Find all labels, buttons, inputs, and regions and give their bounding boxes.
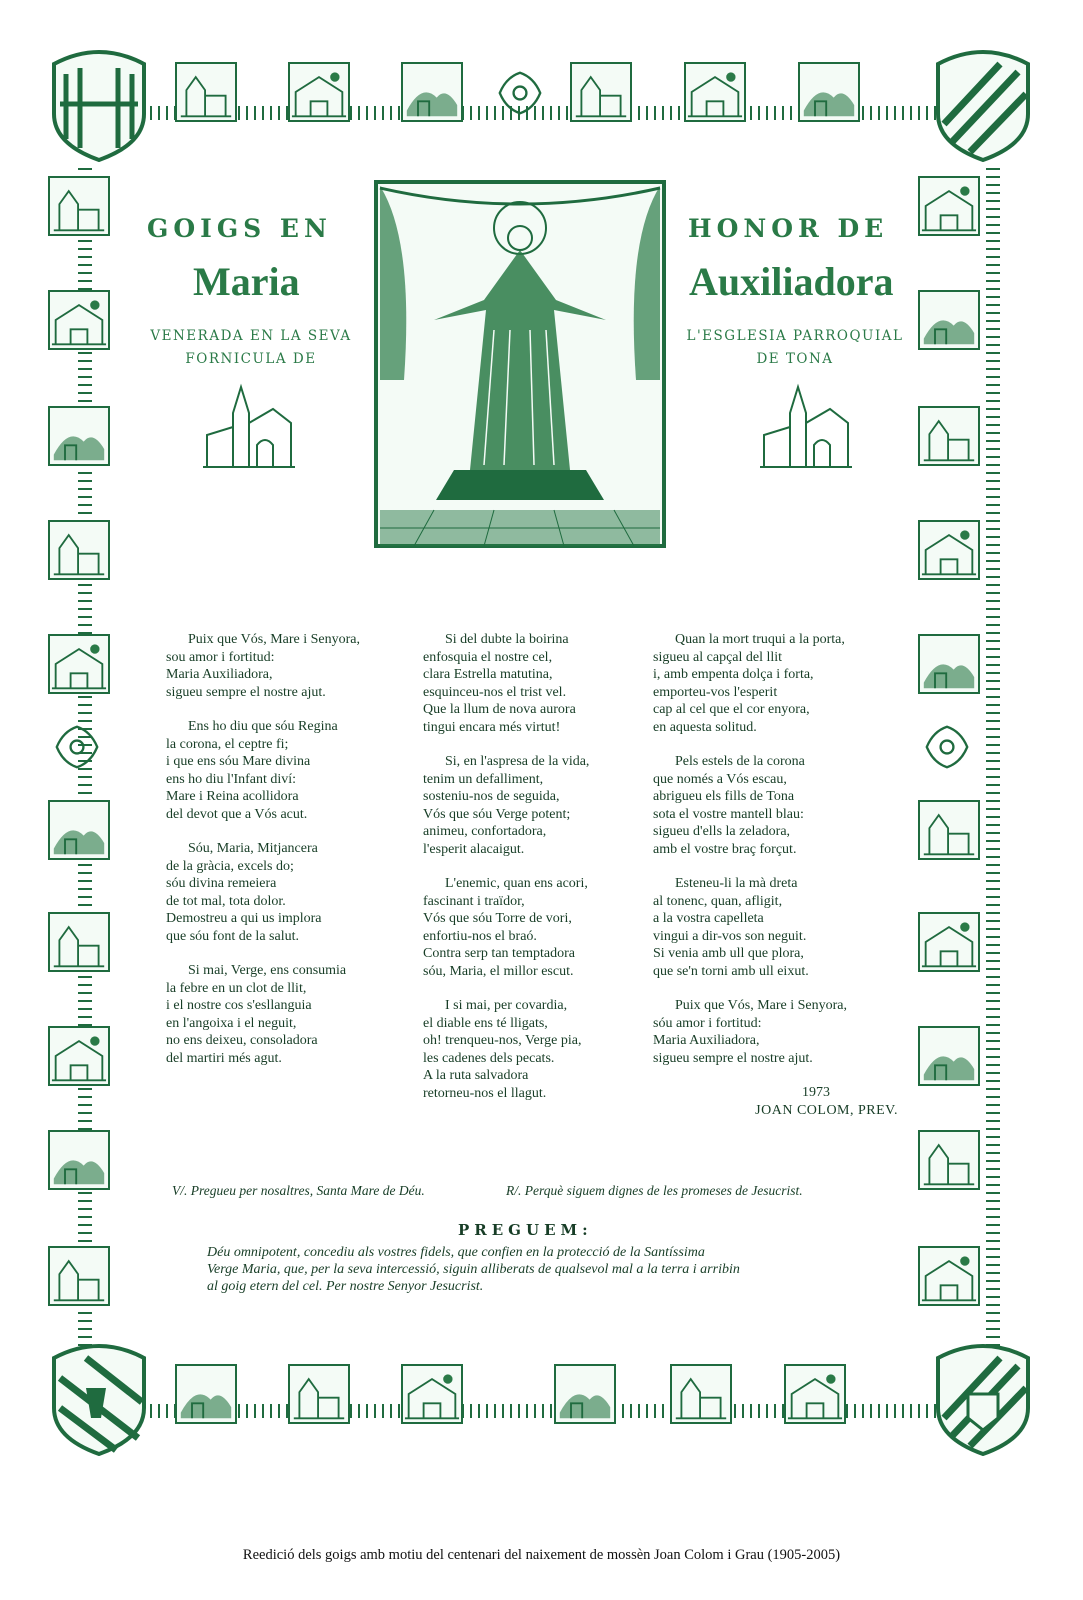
verse-line: Si del dubte la boirina [445,632,569,647]
verse-line: sota el vostre mantell blau: [653,806,804,822]
stanza [423,997,589,1102]
verse-line: fascinant i traïdor, [423,893,525,909]
verse-line: A la ruta salvadora [423,1068,529,1083]
stanza [166,631,360,701]
verse-line: esquinceu-nos el trist vel. [423,684,567,700]
verse-line: de tot mal, tota dolor. [166,893,286,909]
coat-of-arms-top-left [46,44,152,162]
verse-line: no ens deixeu, consoladora [166,1033,318,1048]
verse-column-1 [166,631,360,1084]
verse-line: Puix que Vós, Mare i Senyora, [675,998,847,1013]
header-right-line: HONOR DE [688,214,889,243]
coat-of-arms-bottom-right [930,1338,1036,1456]
verse-column-3 [653,631,847,1084]
versicle-r: R/. Perquè siguem dignes de les promeses de Jesucrist. [506,1183,803,1198]
verse-line: enfortiu-nos el braó. [423,928,537,944]
verse-line: Sóu, Maria, Mitjancera [188,841,318,856]
stanza [653,875,847,980]
verse-line: emporteu-vos l'esperit [653,684,778,700]
verse-line: Ens ho diu que sóu Regina [188,719,338,734]
landmark-vignette-icon [784,1364,846,1424]
verse-line: i el nostre cos s'esllanguia [166,998,312,1013]
verse-line: animeu, confortadora, [423,824,547,839]
verse-line: de la gràcia, excels do; [166,858,294,874]
verse-line: sóu divina remeiera [166,876,277,891]
landmark-vignette-icon [918,800,980,860]
landmark-vignette-icon [48,406,110,466]
landmark-vignette-icon [48,520,110,580]
landmark-vignette-icon [48,176,110,236]
verse-line: L'enemic, quan ens acori, [445,876,588,891]
verse-line: que només a Vós escau, [653,771,787,787]
landmark-vignette-icon [918,912,980,972]
stanza [423,631,589,736]
stanza [653,753,847,858]
verse-line: Demostreu a qui us implora [166,911,322,926]
signature-author: JOAN COLOM, PREV. [755,1103,898,1118]
header-right-title: Auxiliadora [689,259,894,304]
verse-line: enfosquia el nostre cel, [423,649,553,665]
verse-line: Si mai, Verge, ens consumia [188,963,347,978]
verse-line: Si, en l'aspresa de la vida, [445,754,590,769]
landmark-vignette-icon [918,290,980,350]
verse-column-2 [423,631,589,1119]
prayer-line-1: Déu omnipotent, concediu als vostres fidels, que confien en la protecció de la Santíssima [207,1245,705,1260]
verse-line: el diable ens té lligats, [423,1015,548,1031]
landmark-vignette-icon [48,1246,110,1306]
verse-line: que se'n torni amb ull eixut. [653,963,809,979]
landmark-vignette-icon [684,62,746,122]
versicle-v: V/. Pregueu per nosaltres, Santa Mare de Déu. [172,1183,425,1198]
verse-line: cap al cel que el cor enyora, [653,702,810,717]
verse-line: la febre en un clot de llit, [166,980,307,996]
verse-line: retorneu-nos el llagut. [423,1085,547,1101]
verse-line: Quan la mort truqui a la porta, [675,632,845,647]
landmark-vignette-icon [918,406,980,466]
verse-line: sosteniu-nos de seguida, [423,789,560,804]
stanza [166,718,360,823]
verse-line: que sóu font de la salut. [166,928,299,944]
verse-line: sóu, Maria, el millor escut. [423,963,574,979]
verse-line: les cadenes dels pecats. [423,1050,555,1066]
landmark-vignette-icon [798,62,860,122]
signature-year: 1973 [802,1085,830,1100]
stanza [653,631,847,736]
verse-line: sigueu sempre el nostre ajut. [166,684,326,700]
verse-line: oh! trenqueu-nos, Verge pia, [423,1033,582,1048]
verse-line: i, amb empenta dolça i forta, [653,667,814,682]
stanza [166,962,360,1067]
landmark-vignette-icon [918,520,980,580]
verse-line: Pels estels de la corona [675,754,805,769]
church-sketch-right [760,383,852,469]
verse-line: Puix que Vós, Mare i Senyora, [188,632,360,647]
verse-line: la corona, el ceptre fi; [166,736,289,752]
landmark-vignette-icon [918,634,980,694]
verse-line: Vós que sóu Torre de vori, [423,911,572,926]
verse-line: abrigueu els fills de Tona [653,789,795,804]
landmark-vignette-icon [48,800,110,860]
prayer-line-3: al goig etern del cel. Per nostre Senyor Jesucrist. [207,1279,484,1294]
verse-line: Maria Auxiliadora, [166,667,273,682]
landmark-vignette-icon [288,62,350,122]
landmark-vignette-icon [48,634,110,694]
landmark-vignette-icon [570,62,632,122]
stanza [166,840,360,945]
header-left-sub2: FORNICULA DE [185,351,317,367]
prayer-line-2: Verge Maria, que, per la seva intercessió, siguin alliberats de qualsevol mal a la terra i arribin [207,1262,740,1277]
verse-line: sigueu sempre el nostre ajut. [653,1050,813,1066]
verse-line: clara Estrella matutina, [423,667,553,682]
verse-line: tenim un defalliment, [423,771,544,787]
verse-line: l'esperit alacaigut. [423,841,525,857]
landmark-vignette-icon [918,176,980,236]
verse-line: en aquesta solitud. [653,719,757,735]
verse-line: Si venia amb ull que plora, [653,946,804,961]
right-rail [986,168,1000,1368]
verse-line: Maria Auxiliadora, [653,1033,760,1048]
prayer-title: PREGUEM: [458,1221,593,1239]
verse-line: sóu amor i fortitud: [653,1015,762,1031]
coat-of-arms-bottom-left [46,1338,152,1456]
church-sketch-left [203,383,295,469]
landmark-vignette-icon [554,1364,616,1424]
cartouche-ornament-icon [497,70,543,116]
header-right-sub2: DE TONA [756,351,834,367]
landmark-vignette-icon [918,1026,980,1086]
verse-line: a la vostra capelleta [653,911,764,926]
landmark-vignette-icon [288,1364,350,1424]
header-right-sub1: L'ESGLESIA PARROQUIAL [686,328,904,344]
landmark-vignette-icon [918,1246,980,1306]
header-left-sub1: VENERADA EN LA SEVA [150,328,352,344]
landmark-vignette-icon [918,1130,980,1190]
landmark-vignette-icon [401,1364,463,1424]
verse-line: ens ho diu l'Infant diví: [166,771,297,787]
landmark-vignette-icon [175,1364,237,1424]
verse-line: Vós que sóu Verge potent; [423,806,571,822]
verse-line: tingui encara més virtut! [423,719,561,735]
verse-line: sigueu d'ells la zeladora, [653,824,791,839]
coat-of-arms-top-right [930,44,1036,162]
verse-line: al tonenc, quan, afligit, [653,893,783,909]
cartouche-ornament-icon [924,724,970,770]
verse-line: i que ens sóu Mare divina [166,754,311,769]
landmark-vignette-icon [175,62,237,122]
verse-line: en l'angoixa i el neguit, [166,1015,297,1031]
verse-line: vingui a dir-vos son neguit. [653,928,807,944]
stanza [423,753,589,858]
verse-line: del devot que a Vós acut. [166,806,308,822]
verse-line: Esteneu-li la mà dreta [675,876,798,891]
verse-line: sou amor i fortitud: [166,649,275,665]
verse-line: amb el vostre braç forçut. [653,841,797,857]
verse-line: sigueu al capçal del llit [653,649,783,665]
virgin-mary-woodcut [374,180,666,548]
stanza [653,997,847,1067]
landmark-vignette-icon [48,1026,110,1086]
verse-line: Mare i Reina acollidora [166,789,299,804]
landmark-vignette-icon [48,912,110,972]
cartouche-ornament-icon [54,724,100,770]
verse-line: del martiri més agut. [166,1050,282,1066]
verse-line: Que la llum de nova aurora [423,702,576,717]
footer-note: Reedició dels goigs amb motiu del centenari del naixement de mossèn Joan Colom i Grau (1905-2005) [242,1547,841,1563]
verse-line: Contra serp tan temptadora [423,946,576,961]
landmark-vignette-icon [401,62,463,122]
landmark-vignette-icon [48,290,110,350]
landmark-vignette-icon [670,1364,732,1424]
stanza [423,875,589,980]
verse-line: I si mai, per covardia, [445,998,568,1013]
header-left-title: Maria [193,259,300,304]
landmark-vignette-icon [48,1130,110,1190]
header-left-line: GOIGS EN [147,214,332,243]
